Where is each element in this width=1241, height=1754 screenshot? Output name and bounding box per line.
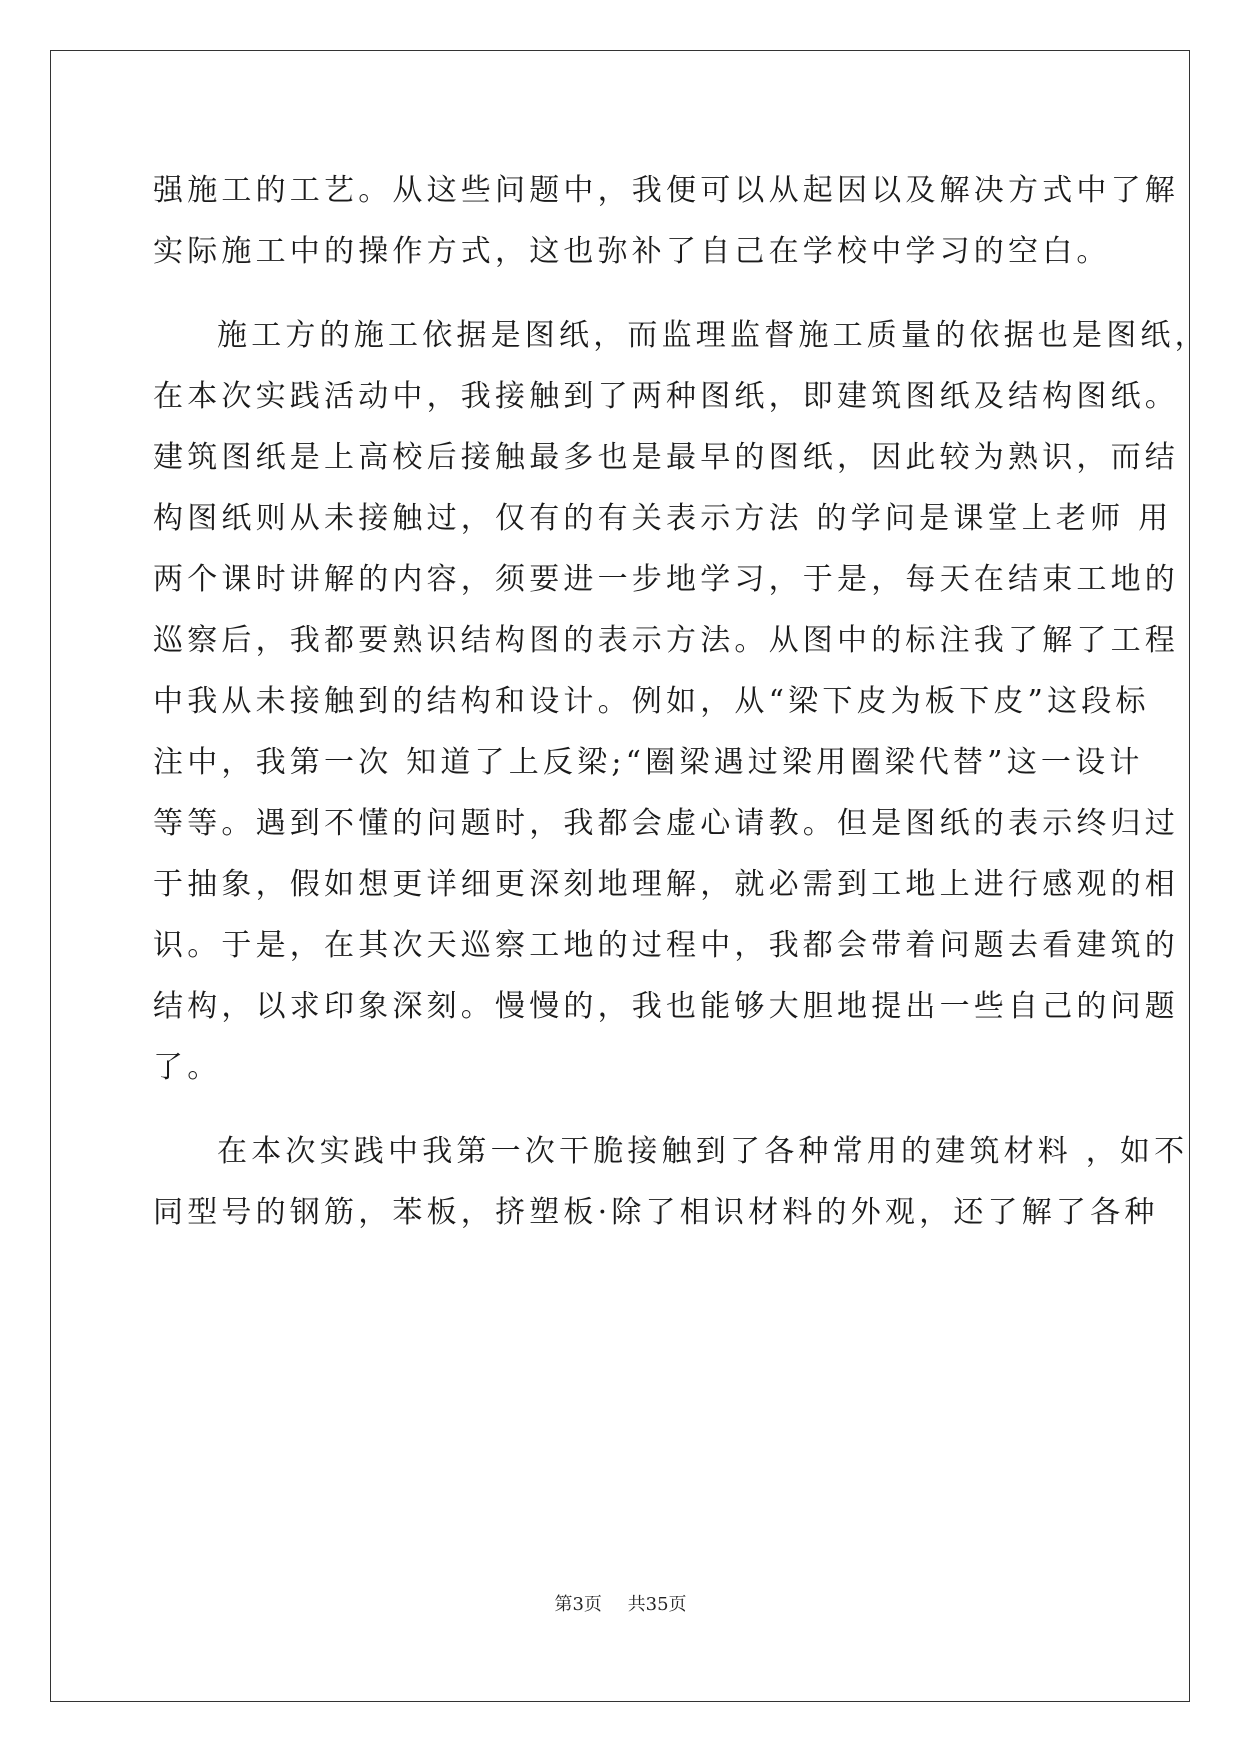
text-line: 强施工的工艺。从这些问题中，我便可以从起因以及解决方式中了解 (153, 173, 1179, 208)
paragraph-start-line: 在本次实践中我第一次干脆接触到了各种常用的建筑材料 ，如不 (217, 1134, 1189, 1169)
page-footer (0, 1593, 1241, 1617)
text-line: 巡察后，我都要熟识结构图的表示方法。从图中的标注我了解了工程 (153, 623, 1179, 658)
text-line: 注中，我第一次 知道了上反梁;“圈梁遇过梁用圈梁代替”这一设计 (153, 745, 1144, 780)
document-body (153, 160, 1209, 1243)
page-number: 第3页 (554, 1594, 602, 1615)
text-line: 了。 (153, 1050, 222, 1085)
text-line: 于抽象，假如想更详细更深刻地理解，就必需到工地上进行感观的相 (153, 867, 1179, 902)
text-line: 建筑图纸是上高校后接触最多也是最早的图纸，因此较为熟识，而结 (153, 440, 1179, 475)
text-line: 等等。遇到不懂的问题时，我都会虚心请教。但是图纸的表示终归过 (153, 806, 1179, 841)
text-line: 中我从未接触到的结构和设计。例如，从“梁下皮为板下皮”这段标 (153, 684, 1150, 719)
text-line: 识。于是，在其次天巡察工地的过程中，我都会带着问题去看建筑的 (153, 928, 1179, 963)
text-line: 结构，以求印象深刻。慢慢的，我也能够大胆地提出一些自己的问题 (153, 989, 1179, 1024)
text-line: 构图纸则从未接触过，仅有的有关表示方法 的学问是课堂上老师 用 (153, 501, 1173, 536)
text-line: 同型号的钢筋，苯板，挤塑板·除了相识材料的外观，还了解了各种 (153, 1195, 1159, 1230)
text-line: 两个课时讲解的内容，须要进一步地学习，于是，每天在结束工地的 (153, 562, 1179, 597)
page-total: 共35页 (627, 1594, 687, 1615)
text-line: 在本次实践活动中，我接触到了两种图纸，即建筑图纸及结构图纸。 (153, 379, 1179, 414)
text-line: 实际施工中的操作方式，这也弥补了自己在学校中学习的空白。 (153, 234, 1111, 269)
paragraph-start-line: 施工方的施工依据是图纸，而监理监督施工质量的依据也是图纸， (217, 318, 1209, 353)
